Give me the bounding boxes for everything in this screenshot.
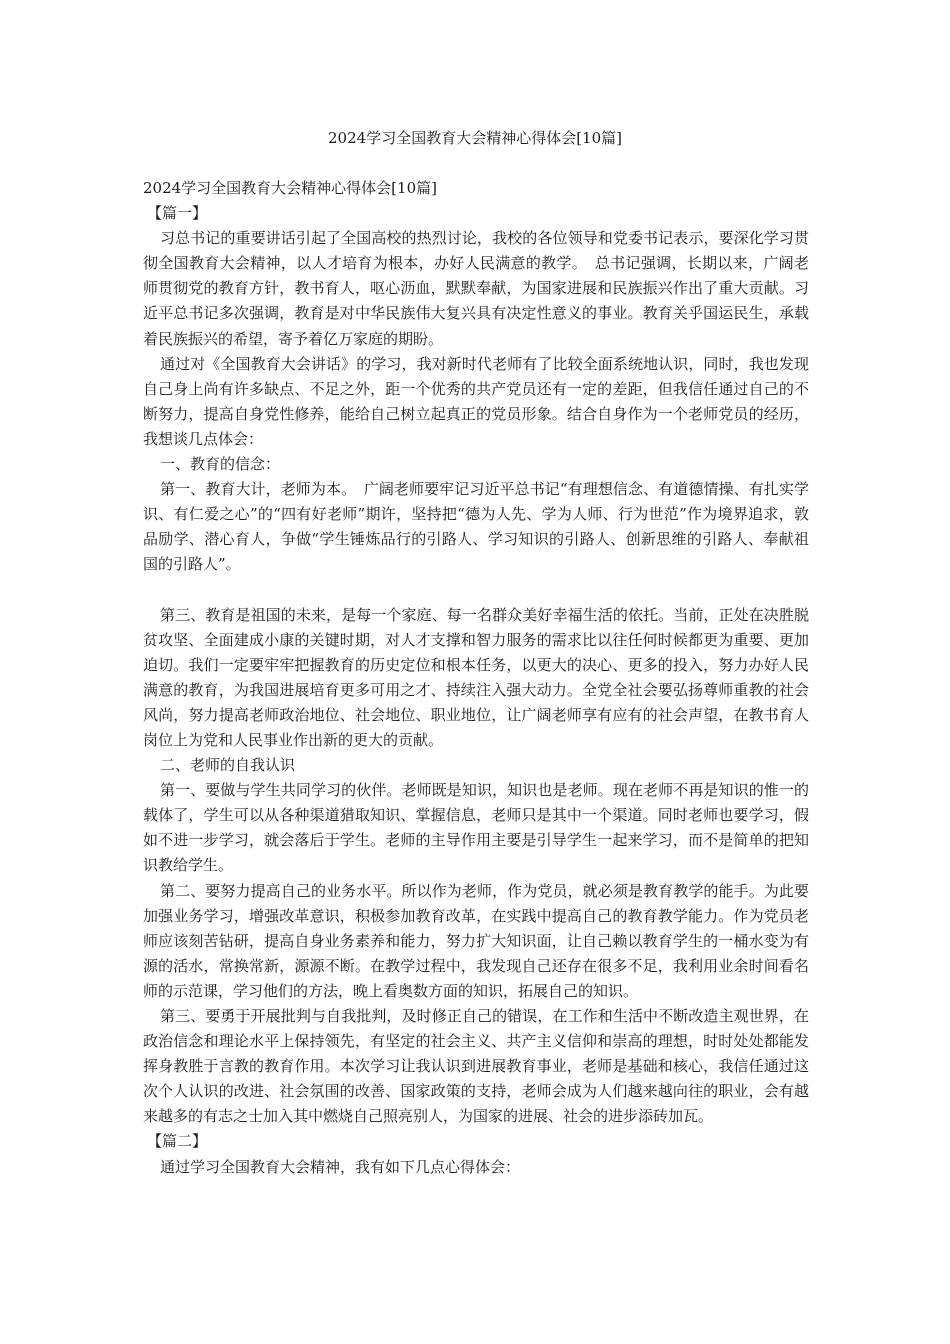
paragraph: 第三、要勇于开展批判与自我批判，及时修正自己的错误，在工作和生活中不断改造主观世界，在政治信念和理论水平上保持领先，有坚定的社会主义、共产主义信仰和崇高的理想，时时处处都能发挥身教胜于言教的教育作用。本次学习让我认识到进展教育事业，老师是基础和核心，我信任通过这次个人认识的改进、社会氛围的改善、国家政策的支持，老师会成为人们越来越向往的职业，会有越来越多的有志之士加入其中燃烧自己照亮别人，为国家的进展、社会的进步添砖加瓦。 bbox=[143, 1007, 809, 1126]
paragraph: 通过对《全国教育大会讲话》的学习，我对新时代老师有了比较全面系统地认识，同时，我也发现自己身上尚有许多缺点、不足之外，距一个优秀的共产党员还有一定的差距，但我信任通过自己的不断努力，提高自身党性修养，能给自己树立起真正的党员形象。结合自身作为一个老师党员的经历，我想谈几点体会： bbox=[143, 354, 809, 448]
section-label-part2: 【篇二】 bbox=[147, 1132, 208, 1151]
paragraph: 习总书记的重要讲话引起了全国高校的热烈讨论，我校的各位领导和党委书记表示，要深化学习贯彻全国教育大会精神，以人才培育为根本，办好人民满意的教学。 总书记强调，长期以来，广阔老师贯彻党的教育方针，教书育人，呕心沥血，默默奉献，为国家进展和民族振兴作出了重大贡献。习近平总书记多次强调，教育是对中华民族伟大复兴具有决定性意义的事业。教育关乎国运民生，承载着民族振兴的希望，寄予着亿万家庭的期盼。 bbox=[143, 229, 809, 348]
document-subtitle: 2024学习全国教育大会精神心得体会[10篇] bbox=[143, 179, 437, 197]
blank-line bbox=[143, 578, 809, 603]
paragraph: 第一、教育大计，老师为本。 广阔老师要牢记习近平总书记“有理想信念、有道德情操、有扎实学识、有仁爱之心”的“四有好老师”期许，坚持把“德为人先、学为人师、行为世范”作为境界追求，敦品励学、潜心育人，争做“学生锤炼品行的引路人、学习知识的引路人、创新思维的引路人、奉献祖国的引路人”。 bbox=[143, 480, 809, 574]
section-label-part1: 【篇一】 bbox=[147, 204, 208, 223]
paragraph: 第三、教育是祖国的未来，是每一个家庭、每一名群众美好幸福生活的依托。当前，正处在决胜脱贫攻坚、全面建成小康的关键时期，对人才支撑和智力服务的需求比以往任何时候都更为重要、更加迫切。我们一定要牢牢把握教育的历史定位和根本任务，以更大的决心、更多的投入，努力办好人民满意的教育，为我国进展培育更多可用之才、持续注入强大动力。全党全社会要弘扬尊师重教的社会风尚，努力提高老师政治地位、社会地位、职业地位，让广阔老师享有应有的社会声望，在教书育人岗位上为党和人民事业作出新的更大的贡献。 bbox=[143, 605, 809, 749]
paragraph: 通过学习全国教育大会精神，我有如下几点心得体会： bbox=[160, 1157, 521, 1176]
document-body bbox=[143, 176, 809, 1180]
paragraph: 第一、要做与学生共同学习的伙伴。老师既是知识，知识也是老师。现在老师不再是知识的惟一的载体了，学生可以从各种渠道猎取知识、掌握信息，老师只是其中一个渠道。同时老师也要学习，假如不进一步学习，就会落后于学生。老师的主导作用主要是引导学生一起来学习，而不是简单的把知识教给学生。 bbox=[143, 781, 809, 875]
section-heading: 二、老师的自我认识 bbox=[160, 756, 296, 775]
paragraph: 第二、要努力提高自己的业务水平。所以作为老师，作为党员，就必须是教育教学的能手。为此要加强业务学习，增强改革意识，积极参加教育改革，在实践中提高自己的教育教学能力。作为党员老师应该刻苦钻研，提高自身业务素养和能力，努力扩大知识面，让自己赖以教育学生的一桶水变为有源的活水，常换常新，源源不断。在教学过程中，我发现自己还存在很多不足，我利用业余时间看名师的示范课，学习他们的方法，晚上看奥数方面的知识，拓展自己的知识。 bbox=[143, 881, 809, 1000]
document-title: 2024学习全国教育大会精神心得体会[10篇] bbox=[328, 129, 622, 147]
section-heading: 一、教育的信念： bbox=[160, 455, 281, 474]
